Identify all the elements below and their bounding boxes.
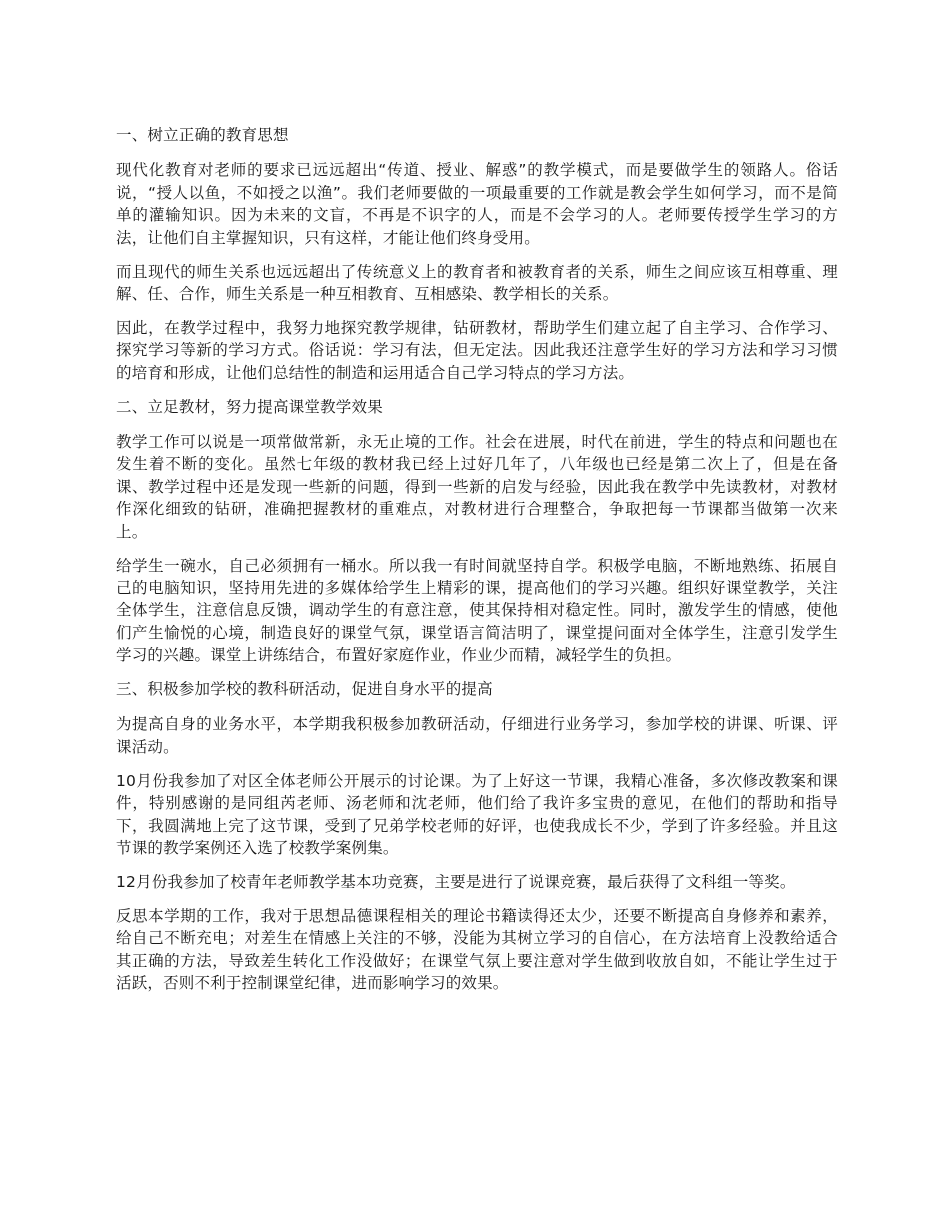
section-heading-2: 二、立足教材，努力提高课堂教学效果 bbox=[116, 397, 383, 416]
paragraph: 而且现代的师生关系也远远超出了传统意义上的教育者和被教育者的关系，师生之间应该互相尊重、理解、任、合作，师生关系是一种互相教育、互相感染、教学相长的关系。 bbox=[116, 262, 838, 303]
paragraph: 10月份我参加了对区全体老师公开展示的讨论课。为了上好这一节课，我精心准备，多次修改教案和课件，特别感谢的是同组芮老师、汤老师和沈老师，他们给了我许多宝贵的意见，在他们的帮助和指导下，我圆满地上完了这节课，受到了兄弟学校老师的好评，也使我成长不少，学到了许多经验。并且这节课的教学案例还入选了校教学案例集。 bbox=[116, 771, 838, 857]
document-body bbox=[116, 124, 838, 1006]
paragraph: 12月份我参加了校青年老师教学基本功竞赛，主要是进行了说课竞赛，最后获得了文科组一等奖。 bbox=[116, 872, 796, 891]
paragraph: 给学生一碗水，自己必须拥有一桶水。所以我一有时间就坚持自学。积极学电脑，不断地熟练、拓展自己的电脑知识，坚持用先进的多媒体给学生上精彩的课，提高他们的学习兴趣。组织好课堂教学，关注全体学生，注意信息反馈，调动学生的有意注意，使其保持相对稳定性。同时，激发学生的情感，使他们产生愉悦的心境，制造良好的课堂气氛，课堂语言简洁明了，课堂提问面对全体学生，注意引发学生学习的兴趣。课堂上讲练结合，布置好家庭作业，作业少而精，减轻学生的负担。 bbox=[116, 556, 838, 665]
paragraph: 因此，在教学过程中，我努力地探究教学规律，钻研教材，帮助学生们建立起了自主学习、合作学习、探究学习等新的学习方式。俗话说：学习有法，但无定法。因此我还注意学生好的学习方法和学习习惯的培育和形成，让他们总结性的制造和运用适合自己学习特点的学习方法。 bbox=[116, 318, 838, 382]
section-heading-1: 一、树立正确的教育思想 bbox=[116, 126, 289, 144]
paragraph: 现代化教育对老师的要求已远远超出“传道、授业、解惑”的教学模式，而是要做学生的领路人。俗话说，“授人以鱼，不如授之以渔”。我们老师要做的一项最重要的工作就是教会学生如何学习，而不是简单的灌输知识。因为未来的文盲，不再是不识字的人，而是不会学习的人。老师要传授学生学习的方法，让他们自主掌握知识，只有这样，才能让他们终身受用。 bbox=[116, 161, 838, 247]
paragraph: 反思本学期的工作，我对于思想品德课程相关的理论书籍读得还太少，还要不断提高自身修养和素养，给自己不断充电；对差生在情感上关注的不够，没能为其树立学习的自信心，在方法培育上没教给适合其正确的方法，导致差生转化工作没做好；在课堂气氛上要注意对学生做到收放自如，不能让学生过于活跃，否则不利于控制课堂纪律，进而影响学习的效果。 bbox=[116, 906, 838, 992]
section-heading-3: 三、积极参加学校的教科研活动，促进自身水平的提高 bbox=[116, 680, 493, 699]
paragraph: 为提高自身的业务水平，本学期我积极参加教研活动，仔细进行业务学习，参加学校的讲课、听课、评课活动。 bbox=[116, 715, 838, 756]
paragraph: 教学工作可以说是一项常做常新，永无止境的工作。社会在进展，时代在前进，学生的特点和问题也在发生着不断的变化。虽然七年级的教材我已经上过好几年了，八年级也已经是第二次上了，但是在备课、教学过程中还是发现一些新的问题，得到一些新的启发与经验，因此我在教学中先读教材，对教材作深化细致的钻研，准确把握教材的重难点，对教材进行合理整合，争取把每一节课都当做第一次来上。 bbox=[116, 432, 838, 541]
